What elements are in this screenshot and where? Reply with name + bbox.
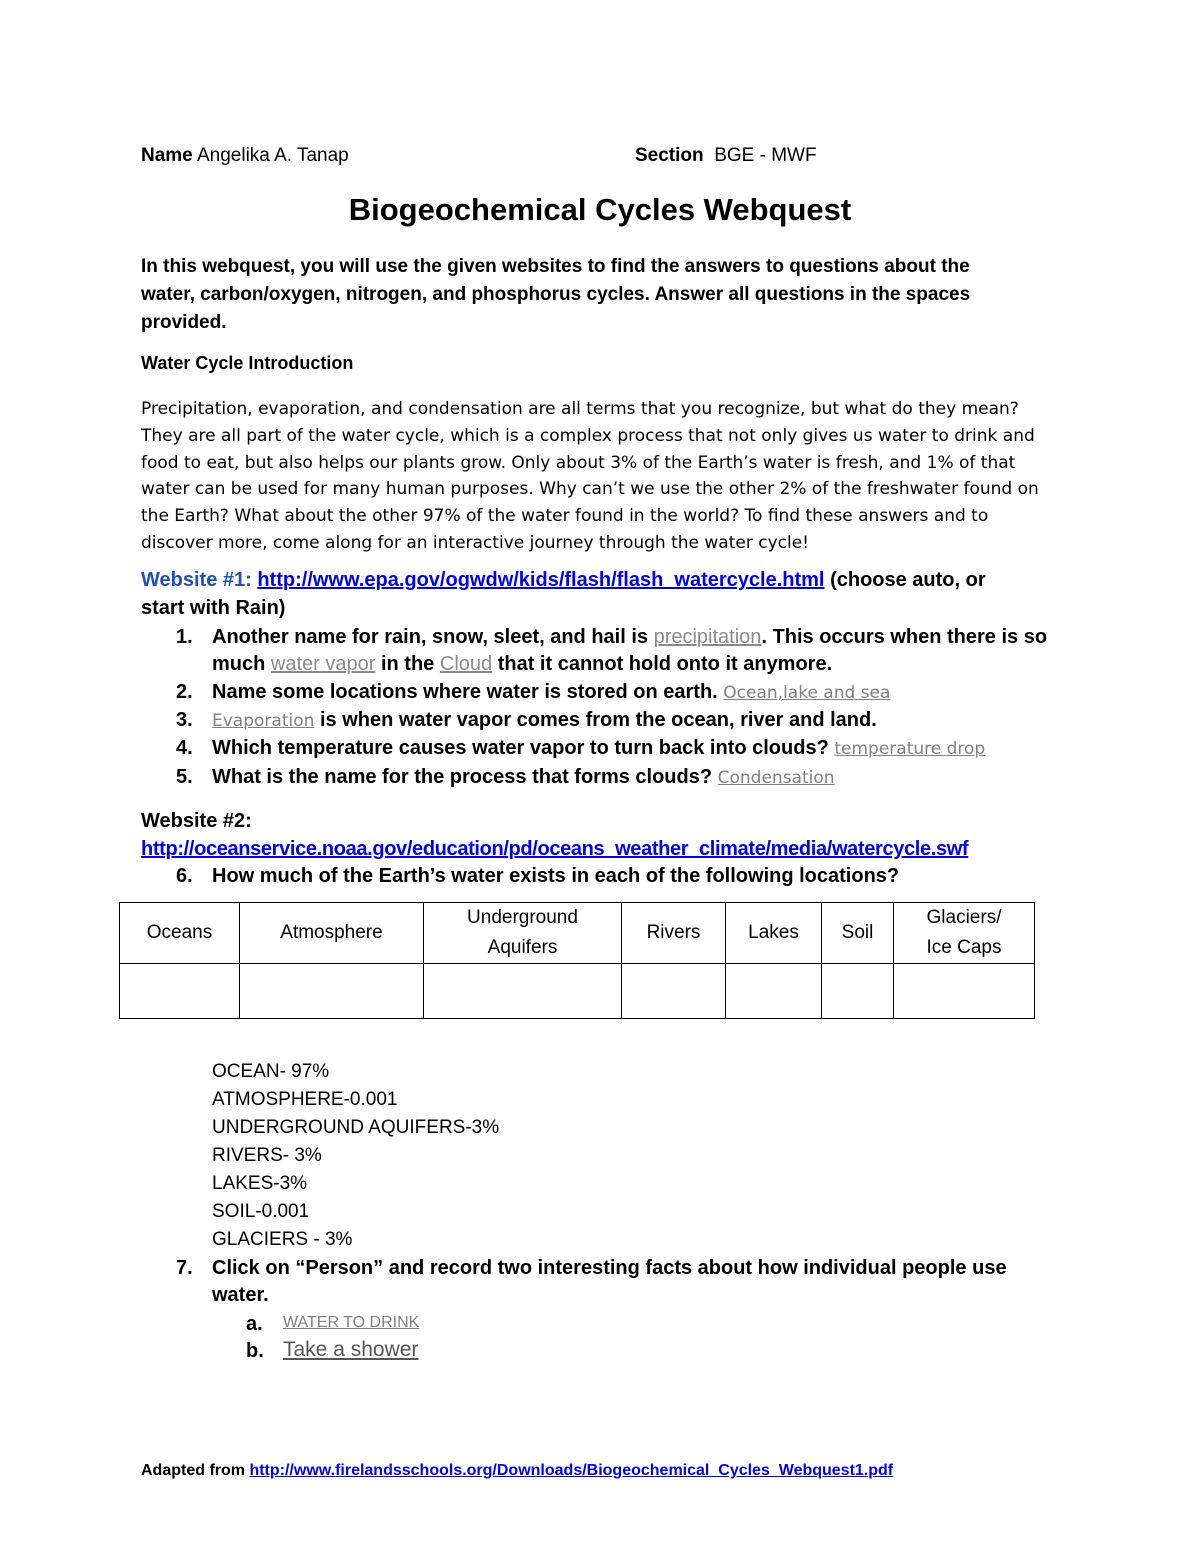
website1-link[interactable]: http://www.epa.gov/ogwdw/kids/flash/flash_watercycle.html (257, 569, 825, 591)
section-label: Section (635, 145, 704, 166)
table-header-cell: Oceans (120, 903, 240, 964)
table-header-cell: Atmosphere (240, 903, 424, 964)
answer-precipitation[interactable]: precipitation (653, 626, 762, 648)
question-6: How much of the Earth’s water exists in each of the following locations? (212, 865, 900, 887)
footer-link[interactable]: http://www.firelandsschools.org/Downloads/Biogeochemical_Cycles_Webquest1.pdf (249, 1462, 894, 1479)
table-header-cell: Soil (822, 903, 894, 964)
question-number: 6. (176, 865, 193, 887)
answer-water-vapor[interactable]: water vapor (270, 653, 376, 675)
paragraph-line: They are all part of the water cycle, which is a complex process that not only gives us water to drink and (141, 425, 1035, 446)
question-number: 7. (176, 1257, 193, 1279)
table-header-cell: Glaciers/ Ice Caps (894, 903, 1035, 964)
paragraph-line: food to eat, but also helps our plants grow. Only about 3% of the Earth’s water is fresh, and 1% of that (141, 452, 1016, 473)
website1-label: Website #1: (141, 569, 252, 591)
question-number: 4. (176, 737, 193, 759)
water-amount-line: ATMOSPHERE-0.001 (212, 1089, 398, 1110)
website1-note: (choose auto, or (830, 569, 986, 591)
table-answer-cell[interactable] (120, 964, 240, 1019)
paragraph-line: discover more, come along for an interactive journey through the water cycle! (141, 532, 809, 553)
question-number: 5. (176, 766, 193, 788)
question-text: Name some locations where water is stored on earth. (212, 681, 718, 703)
name-value: Angelika A. Tanap (196, 145, 349, 166)
water-amount-line: UNDERGROUND AQUIFERS-3% (212, 1117, 500, 1138)
water-amount-line: GLACIERS - 3% (212, 1229, 353, 1250)
water-distribution-table (119, 902, 1035, 1019)
water-amount-line: SOIL-0.001 (212, 1201, 310, 1222)
intro-paragraph (141, 253, 970, 337)
question-number: 3. (176, 709, 193, 731)
question-text: Another name for rain, snow, sleet, and hail is (212, 626, 649, 648)
name-label: Name (141, 145, 193, 166)
question-number: 2. (176, 681, 193, 703)
table-header-cell: Underground Aquifers (424, 903, 622, 964)
answer-condensation[interactable]: Condensation (717, 768, 835, 788)
paragraph-line: Precipitation, evaporation, and condensation are all terms that you recognize, but what do they mean? (141, 399, 1019, 419)
question-7-line-2: water. (212, 1284, 269, 1306)
question-text: much (212, 653, 266, 675)
answer-evaporation[interactable]: Evaporation (212, 711, 315, 731)
page-title: Biogeochemical Cycles Webquest (348, 192, 852, 227)
table-answer-cell[interactable] (240, 964, 424, 1019)
table-answer-cell[interactable] (726, 964, 822, 1019)
question-text: is when water vapor comes from the ocean, river and land. (319, 709, 877, 731)
question-text: that it cannot hold onto it anymore. (497, 653, 833, 675)
question-1-line-1 (212, 626, 1047, 649)
question-text: . This occurs when there is so (761, 626, 1048, 648)
footer-label: Adapted from (141, 1462, 245, 1479)
paragraph-line: the Earth? What about the other 97% of the water found in the world? To find these answers and to (141, 506, 989, 527)
answer-7b[interactable]: Take a shower (283, 1338, 419, 1361)
section-value: BGE - MWF (714, 145, 817, 166)
question-4 (212, 737, 985, 760)
sub-item-label: a. (246, 1313, 263, 1335)
question-text: Which temperature causes water vapor to turn back into clouds? (212, 737, 829, 759)
table-answer-row (120, 964, 1035, 1019)
water-amount-line: RIVERS- 3% (212, 1145, 322, 1166)
question-2 (212, 681, 890, 704)
website2-label: Website #2: (141, 810, 252, 832)
table-answer-cell[interactable] (822, 964, 894, 1019)
water-amount-line: LAKES-3% (212, 1173, 308, 1194)
footer (141, 1462, 893, 1480)
question-5 (212, 766, 835, 789)
table-header-cell: Lakes (726, 903, 822, 964)
website1-line (141, 569, 986, 592)
section-line (635, 145, 817, 167)
table-answer-cell[interactable] (622, 964, 726, 1019)
sub-item-label: b. (246, 1340, 264, 1362)
question-number: 1. (176, 626, 193, 648)
paragraph-line: water can be used for many human purposes. Why can’t we use the other 2% of the freshwater found on (141, 479, 1039, 500)
name-line (141, 145, 349, 167)
answer-cloud[interactable]: Cloud (439, 653, 493, 675)
intro-line: provided. (141, 312, 227, 333)
answer-locations[interactable]: Ocean,lake and sea (723, 683, 891, 703)
question-text: in the (380, 653, 435, 675)
answer-temperature[interactable]: temperature drop (834, 739, 986, 759)
website1-note-cont: start with Rain) (141, 597, 286, 619)
question-text: What is the name for the process that forms clouds? (212, 766, 713, 788)
question-1-line-2 (212, 653, 832, 676)
table-answer-cell[interactable] (894, 964, 1035, 1019)
intro-line: In this webquest, you will use the given websites to find the answers to questions about the (141, 256, 970, 277)
table-answer-cell[interactable] (424, 964, 622, 1019)
question-7-line-1: Click on “Person” and record two interesting facts about how individual people use (212, 1257, 1007, 1279)
answer-7a[interactable]: WATER TO DRINK (283, 1314, 420, 1331)
table-header-cell: Rivers (622, 903, 726, 964)
water-cycle-heading: Water Cycle Introduction (141, 353, 354, 373)
water-amount-line: OCEAN- 97% (212, 1061, 330, 1082)
question-3 (212, 709, 877, 732)
table-header-row (120, 903, 1035, 964)
website2-link[interactable]: http://oceanservice.noaa.gov/education/pd/oceans_weather_climate/media/watercycle.swf (141, 838, 969, 860)
water-cycle-paragraph (141, 396, 1039, 557)
intro-line: water, carbon/oxygen, nitrogen, and phosphorus cycles. Answer all questions in the spaces (141, 284, 971, 305)
